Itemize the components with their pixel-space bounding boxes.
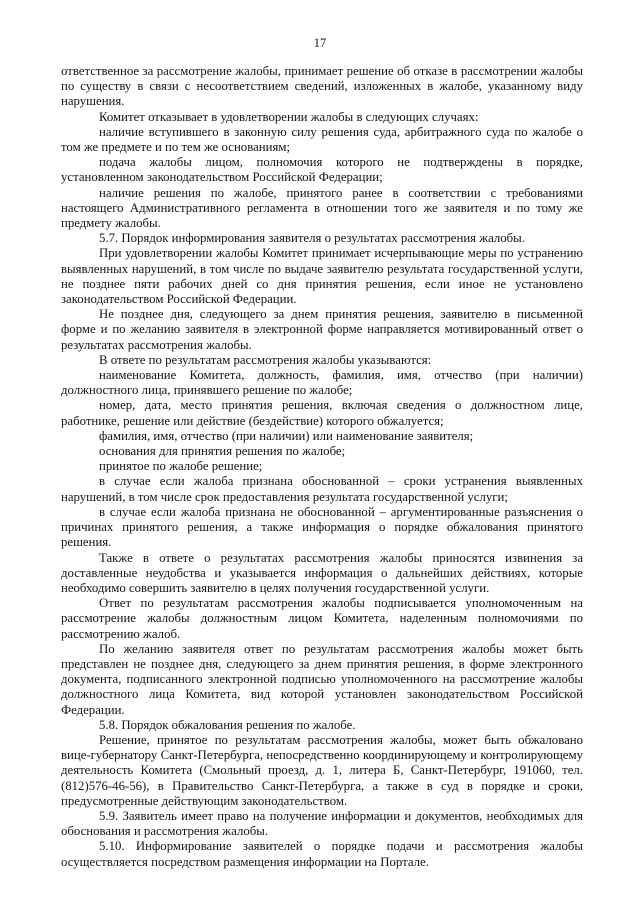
paragraph-response-signature: Ответ по результатам рассмотрения жалобы подписывается уполномоченным на рассмотрение жалобы должностным лицом Комитета, наделенным полномочиями по рассмотрению жалоб. — [61, 596, 583, 641]
paragraph-apologies: Также в ответе о результатах рассмотрения жалобы приносятся извинения за доставленные неудобства и указывается информация о дальнейших действиях, которые необходимо совершить заявителю в целях получения государственной услуги. — [61, 550, 583, 595]
list-item-unjustified-case: в случае если жалоба признана не обоснованной – аргументированные разъяснения о причинах принятого решения, а также информация о порядке обжалования принятого решения. — [61, 504, 583, 550]
paragraph-satisfaction-measures: При удовлетворении жалобы Комитет принимает исчерпывающие меры по устранению выявленных нарушений, в том числе по выдаче заявителю результата государственной услуги, не позднее пяти рабочих дней со дня принятия решения, если иное не установлено законодательством Российской Федерации. — [61, 246, 583, 307]
list-item-committee-official: наименование Комитета, должность, фамилия, имя, отчество (при наличии) должностного лица, принявшего решение по жалобе; — [61, 368, 583, 398]
paragraph-continuation: ответственное за рассмотрение жалобы, принимает решение об отказе в рассмотрении жалобы по существу в связи с несоответствием сведений, изложенных в жалобе, указанному виду нарушения. — [61, 64, 583, 109]
paragraph-response-contents: В ответе по результатам рассмотрения жалобы указываются: — [99, 352, 432, 367]
paragraph-appeal-procedure: Решение, принятое по результатам рассмотрения жалобы, может быть обжаловано вице-губернатору Санкт-Петербурга, непосредственно координирующему и контролирующему деятельность Комитета (Смольный проезд, д. 1, литера Б, Санкт-Петербург, 191060, тел. (812)576-46-56), в Правительство Санкт-Петербурга, а также в суд в порядке и сроки, предусмотренные действующим законодательством. — [61, 732, 583, 808]
paragraph-5-10: 5.10. Информирование заявителей о порядке подачи и рассмотрения жалобы осуществляется посредством размещения информации на Портале. — [61, 839, 583, 869]
paragraph-prior-decision: наличие решения по жалобе, принятого ранее в соответствии с требованиями настоящего Административного регламента в отношении того же заявителя и по тому же предмету жалобы. — [61, 185, 583, 231]
list-item-grounds: основания для принятия решения по жалобе; — [99, 444, 346, 459]
paragraph-unconfirmed-authority: подача жалобы лицом, полномочия которого не подтверждены в порядке, установленном законодательством Российской Федерации; — [61, 155, 583, 185]
page-number: 17 — [313, 36, 327, 50]
paragraph-reasoned-response: Не позднее дня, следующего за днем принятия решения, заявителю в письменной форме и по желанию заявителя в электронной форме направляется мотивированный ответ о результатах рассмотрения жалобы. — [61, 307, 583, 352]
paragraph-electronic-response: По желанию заявителя ответ по результатам рассмотрения жалобы может быть представлен не позднее дня, следующего за днем принятия решения, в форме электронного документа, подписанного электронной подписью уполномоченного на рассмотрение жалобы должностного лица Комитета, вид которой установлен законодательством Российской Федерации. — [61, 641, 583, 717]
list-item-justified-case: в случае если жалоба признана обоснованной – сроки устранения выявленных нарушений, в том числе срок предоставления результата государственной услуги; — [61, 474, 583, 504]
section-heading-5-8: 5.8. Порядок обжалования решения по жалобе. — [99, 717, 356, 732]
list-item-applicant-name: фамилия, имя, отчество (при наличии) или наименование заявителя; — [99, 428, 474, 443]
paragraph-refusal-cases: Комитет отказывает в удовлетворении жалобы в следующих случаях: — [99, 109, 479, 124]
paragraph-5-9: 5.9. Заявитель имеет право на получение информации и документов, необходимых для обоснования и рассмотрения жалобы. — [61, 808, 583, 839]
list-item-decision: принятое по жалобе решение; — [99, 459, 263, 474]
document-body — [61, 64, 583, 870]
list-item-decision-details: номер, дата, место принятия решения, включая сведения о должностном лице, работнике, решение или действие (бездействие) которого обжалуется; — [61, 398, 583, 428]
section-heading-5-7: 5.7. Порядок информирования заявителя о результатах рассмотрения жалобы. — [99, 231, 525, 246]
paragraph-court-decision: наличие вступившего в законную силу решения суда, арбитражного суда по жалобе о том же предмете и по тем же основаниям; — [61, 124, 583, 155]
